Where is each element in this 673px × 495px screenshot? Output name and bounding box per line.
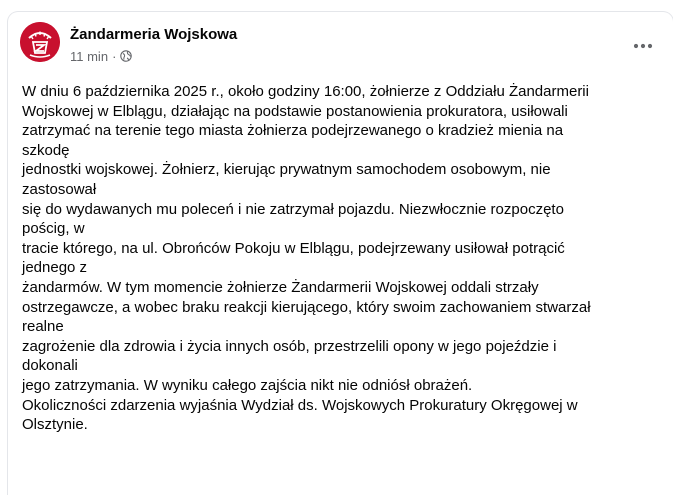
post-text-line: Okoliczności zdarzenia wyjaśnia Wydział ds. Wojskowych Prokuratury Okręgowej w <box>22 396 578 414</box>
post-text-line: realne <box>22 318 64 336</box>
post-text-line: dokonali <box>22 357 78 375</box>
post-text-line: Wojskowej w Elblągu, działając na podstawie postanowienia prokuratora, usiłowali <box>22 102 568 120</box>
post-text-line: ostrzegawcze, a wobec braku reakcji kierującego, który swoim zachowaniem stwarzał <box>22 298 591 316</box>
post-meta <box>70 48 132 64</box>
post-text-line: Olsztynie. <box>22 416 88 434</box>
post-text-line: W dniu 6 października 2025 r., około godziny 16:00, żołnierze z Oddziału Żandarmerii <box>22 83 589 100</box>
page-name-link[interactable]: Żandarmeria Wojskowa <box>70 26 238 43</box>
post-timestamp[interactable]: 11 min <box>70 48 109 64</box>
page-avatar[interactable] <box>20 22 60 62</box>
military-police-emblem-icon <box>20 22 60 62</box>
post-text-line: zagrożenie dla zdrowia i życia innych osób, przestrzelili opony w jego pojeździe i <box>22 337 557 355</box>
post-text <box>22 82 668 435</box>
globe-icon[interactable] <box>120 50 132 62</box>
post-text-line: pościg, w <box>22 220 85 238</box>
post-text-line: jednostki wojskowej. Żołnierz, kierując prywatnym samochodem osobowym, nie <box>22 161 551 179</box>
post-text-line: jednego z <box>22 259 88 277</box>
meta-separator: · <box>112 48 117 64</box>
post-text-line: tracie którego, na ul. Obrońców Pokoju w Elblągu, podejrzewany usiłował potrącić <box>22 239 565 257</box>
post-text-line: szkodę <box>22 141 70 159</box>
post-text-line: jego zatrzymania. W wyniku całego zajścia nikt nie odniósł obrażeń. <box>22 376 473 394</box>
post-text-line: się do wydawanych mu poleceń i nie zatrzymał pojazdu. Niezwłocznie rozpoczęto <box>22 200 564 218</box>
more-options-icon <box>633 43 653 49</box>
post-text-line: zastosował <box>22 180 97 198</box>
more-options-button[interactable] <box>625 28 661 64</box>
post-text-line: zatrzymać na terenie tego miasta żołnierza podejrzewanego o kradzież mienia na <box>22 122 564 140</box>
post-text-line: żandarmów. W tym momencie żołnierze Żandarmerii Wojskowej oddali strzały <box>22 278 539 296</box>
post-card <box>8 12 673 495</box>
post-header <box>8 12 673 72</box>
